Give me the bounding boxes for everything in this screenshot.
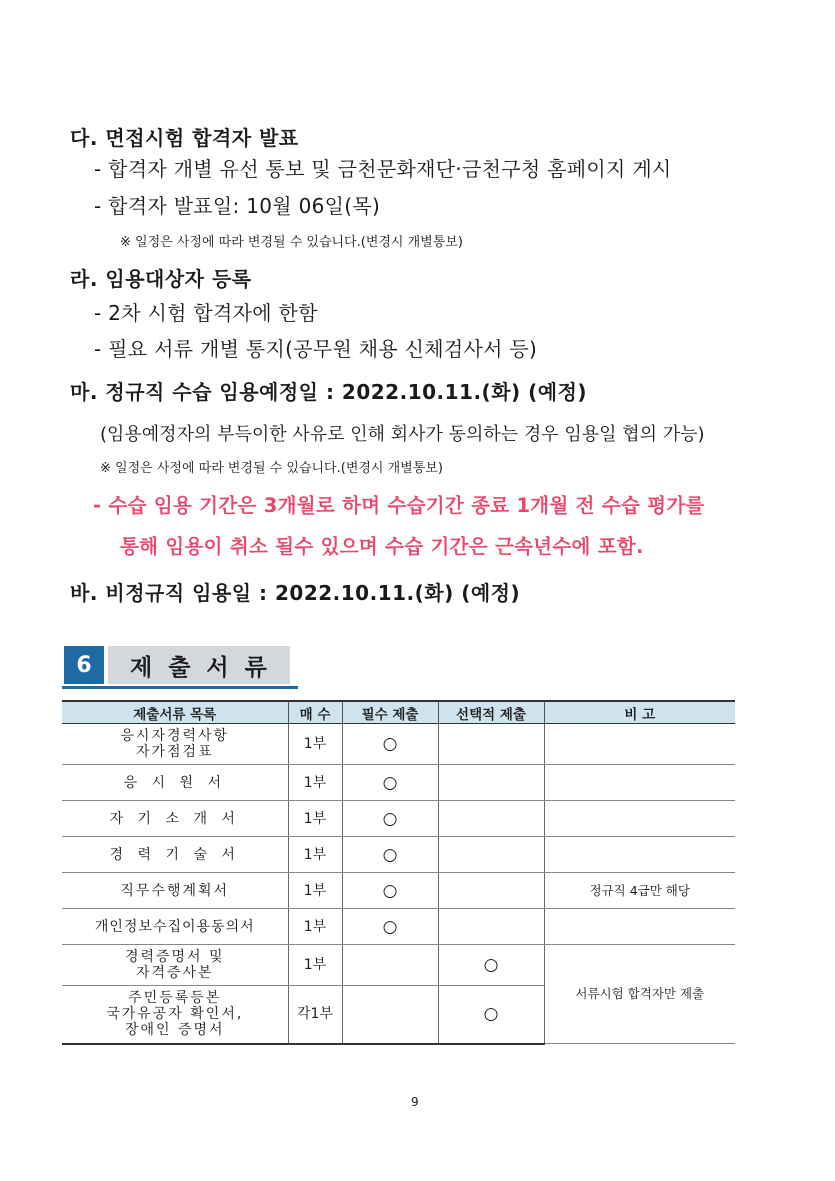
section-underline <box>62 686 298 689</box>
table-row <box>62 801 735 837</box>
header-count: 매 수 <box>288 701 342 724</box>
header-doc-list: 제출서류 목록 <box>62 701 288 724</box>
table-row <box>62 909 735 945</box>
interview-item-notice: - 합격자 개별 유선 통보 및 금천문화재단·금천구청 홈페이지 게시 <box>94 157 672 181</box>
required-mark: ○ <box>342 765 438 801</box>
required-mark: ○ <box>342 724 438 765</box>
regular-note-paren: (임용예정자의 부득이한 사유로 인해 회사가 동의하는 경우 임용일 협의 가능) <box>100 424 705 445</box>
doc-remark <box>544 837 735 873</box>
doc-remark <box>544 724 735 765</box>
interview-note: ※ 일정은 사정에 따라 변경될 수 있습니다.(변경시 개별통보) <box>120 235 463 250</box>
registration-heading: 라. 임용대상자 등록 <box>70 267 252 291</box>
doc-remark <box>544 765 735 801</box>
section-number: 6 <box>64 646 104 684</box>
regular-note: ※ 일정은 사정에 따라 변경될 수 있습니다.(변경시 개별통보) <box>100 461 443 476</box>
doc-name: 자 기 소 개 서 <box>62 801 288 837</box>
registration-item-eligibility: - 2차 시험 합격자에 한함 <box>94 301 318 325</box>
doc-name: 응 시 원 서 <box>62 765 288 801</box>
header-required: 필수 제출 <box>342 701 438 724</box>
table-row <box>62 837 735 873</box>
doc-name: 경 력 기 술 서 <box>62 837 288 873</box>
table-row <box>62 945 735 986</box>
section-title: 제출서류 <box>108 646 290 684</box>
doc-count: 1부 <box>288 945 342 986</box>
doc-name: 응시자경력사항 자가점검표 <box>62 724 288 765</box>
probation-notice-line1: - 수습 임용 기간은 3개월로 하며 수습기간 종료 1개월 전 수습 평가를 <box>93 494 705 517</box>
doc-remark <box>544 909 735 945</box>
regular-heading: 마. 정규직 수습 임용예정일 : 2022.10.11.(화) (예정) <box>70 380 588 404</box>
optional-mark <box>438 837 544 873</box>
doc-count: 1부 <box>288 801 342 837</box>
doc-remark <box>544 801 735 837</box>
required-mark: ○ <box>342 837 438 873</box>
header-remark: 비 고 <box>544 701 735 724</box>
doc-count: 1부 <box>288 909 342 945</box>
doc-count: 1부 <box>288 837 342 873</box>
doc-count: 1부 <box>288 873 342 909</box>
page-number: 9 <box>411 1095 419 1109</box>
optional-mark <box>438 873 544 909</box>
registration-item-documents: - 필요 서류 개별 통지(공무원 채용 신체검사서 등) <box>94 337 538 361</box>
table-row <box>62 873 735 909</box>
table-header-row <box>62 701 735 724</box>
doc-count: 각1부 <box>288 986 342 1044</box>
optional-mark <box>438 801 544 837</box>
required-mark: ○ <box>342 801 438 837</box>
header-optional: 선택적 제출 <box>438 701 544 724</box>
interview-heading: 다. 면접시험 합격자 발표 <box>70 126 299 150</box>
probation-notice-line2: 통해 임용이 취소 될수 있으며 수습 기간은 근속년수에 포함. <box>120 535 644 558</box>
optional-mark: ○ <box>438 945 544 986</box>
doc-name: 직무수행계획서 <box>62 873 288 909</box>
interview-item-date: - 합격자 발표일: 10월 06일(목) <box>94 194 381 218</box>
required-mark: ○ <box>342 873 438 909</box>
merged-remark: 서류시험 합격자만 제출 <box>544 945 735 1044</box>
optional-mark <box>438 724 544 765</box>
optional-mark <box>438 909 544 945</box>
doc-count: 1부 <box>288 724 342 765</box>
documents-table <box>62 700 735 1045</box>
required-mark: ○ <box>342 909 438 945</box>
doc-name: 경력증명서 및 자격증사본 <box>62 945 288 986</box>
doc-count: 1부 <box>288 765 342 801</box>
optional-mark <box>438 765 544 801</box>
optional-mark: ○ <box>438 986 544 1044</box>
nonregular-heading: 바. 비정규직 임용일 : 2022.10.11.(화) (예정) <box>70 581 521 605</box>
doc-remark: 정규직 4급만 해당 <box>544 873 735 909</box>
table-row <box>62 765 735 801</box>
required-mark <box>342 986 438 1044</box>
doc-name: 주민등록등본 국가유공자 확인서, 장애인 증명서 <box>62 986 288 1044</box>
doc-name: 개인정보수집이용동의서 <box>62 909 288 945</box>
table-row <box>62 724 735 765</box>
required-mark <box>342 945 438 986</box>
